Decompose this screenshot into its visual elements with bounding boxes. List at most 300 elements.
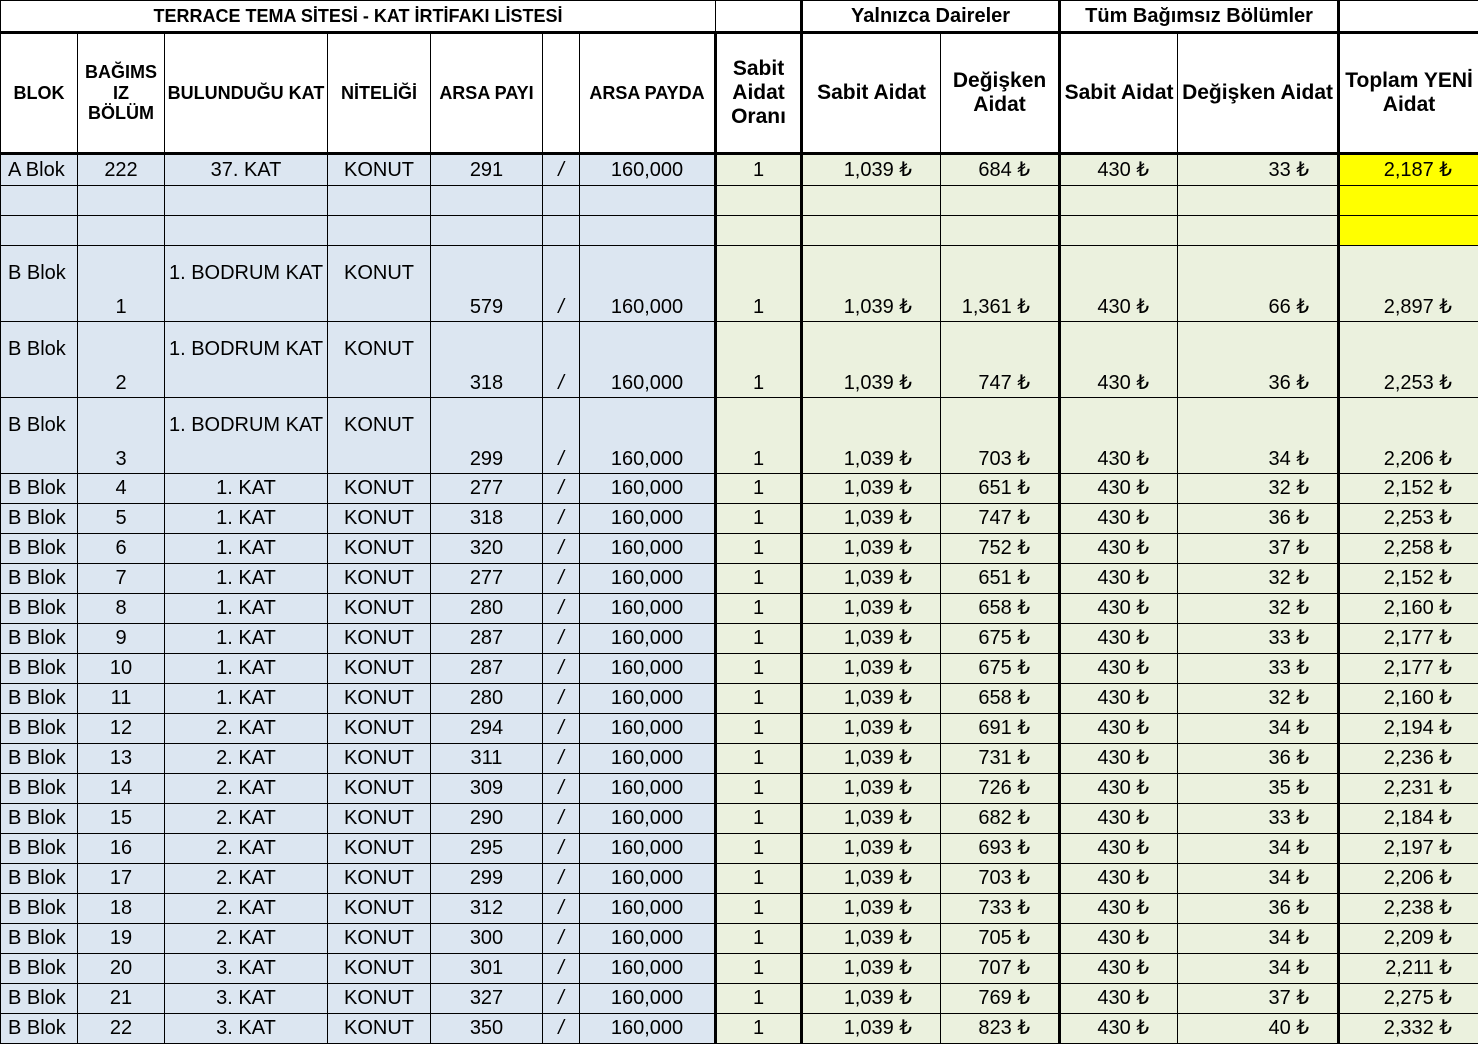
cell-blok: B Blok (1, 504, 78, 534)
cell-arsa-payi: 311 (431, 744, 543, 774)
header-daire-sabit-aidat: Sabit Aidat (802, 33, 941, 154)
cell-separator: / (543, 984, 580, 1014)
cell-nitelik: KONUT (328, 894, 431, 924)
cell-toplam-aidat: 2,275 ₺ (1339, 984, 1478, 1014)
table-row (1, 714, 1478, 744)
table-row (1, 864, 1478, 894)
cell-daire-sabit-aidat: 1,039 ₺ (802, 564, 941, 594)
cell-sabit-oran: 1 (716, 684, 802, 714)
cell-sabit-oran: 1 (716, 1014, 802, 1044)
cell-kat: 1. BODRUM KAT (165, 398, 328, 474)
cell-kat: 2. KAT (165, 864, 328, 894)
cell-arsa-payi (431, 216, 543, 246)
cell-blok: B Blok (1, 624, 78, 654)
cell-toplam-aidat: 2,160 ₺ (1339, 684, 1478, 714)
cell-bolum-no: 5 (78, 504, 165, 534)
table-row (1, 984, 1478, 1014)
cell-tum-degisken-aidat: 32 ₺ (1178, 474, 1339, 504)
cell-nitelik: KONUT (328, 774, 431, 804)
cell-daire-sabit-aidat (802, 186, 941, 216)
cell-arsa-payi: 327 (431, 984, 543, 1014)
cell-sabit-oran: 1 (716, 894, 802, 924)
cell-nitelik: KONUT (328, 322, 431, 398)
cell-arsa-payda: 160,000 (580, 864, 716, 894)
cell-daire-sabit-aidat: 1,039 ₺ (802, 984, 941, 1014)
cell-daire-degisken-aidat: 703 ₺ (941, 864, 1060, 894)
cell-separator: / (543, 714, 580, 744)
cell-arsa-payi: 299 (431, 864, 543, 894)
cell-arsa-payda: 160,000 (580, 322, 716, 398)
table-row (1, 954, 1478, 984)
cell-arsa-payi: 318 (431, 504, 543, 534)
cell-tum-sabit-aidat (1060, 186, 1178, 216)
cell-arsa-payda: 160,000 (580, 564, 716, 594)
cell-arsa-payi: 299 (431, 398, 543, 474)
cell-toplam-aidat: 2,332 ₺ (1339, 1014, 1478, 1044)
cell-sabit-oran: 1 (716, 154, 802, 186)
table-row (1, 534, 1478, 564)
cell-kat: 1. KAT (165, 624, 328, 654)
cell-blok: B Blok (1, 398, 78, 474)
cell-tum-degisken-aidat: 33 ₺ (1178, 804, 1339, 834)
cell-bolum-no: 15 (78, 804, 165, 834)
cell-tum-sabit-aidat: 430 ₺ (1060, 564, 1178, 594)
cell-blok (1, 216, 78, 246)
cell-sabit-oran: 1 (716, 504, 802, 534)
header-bulundugu-kat: BULUNDUĞU KAT (165, 33, 328, 154)
cell-blok: B Blok (1, 534, 78, 564)
cell-daire-sabit-aidat (802, 216, 941, 246)
cell-daire-sabit-aidat: 1,039 ₺ (802, 474, 941, 504)
cell-toplam-aidat: 2,236 ₺ (1339, 744, 1478, 774)
cell-arsa-payda: 160,000 (580, 714, 716, 744)
cell-arsa-payi: 290 (431, 804, 543, 834)
cell-toplam-aidat: 2,152 ₺ (1339, 474, 1478, 504)
cell-separator: / (543, 398, 580, 474)
cell-tum-degisken-aidat: 32 ₺ (1178, 564, 1339, 594)
cell-separator: / (543, 804, 580, 834)
cell-kat: 1. KAT (165, 594, 328, 624)
cell-toplam-aidat (1339, 186, 1478, 216)
cell-kat: 3. KAT (165, 984, 328, 1014)
cell-daire-sabit-aidat: 1,039 ₺ (802, 246, 941, 322)
cell-toplam-aidat: 2,238 ₺ (1339, 894, 1478, 924)
cell-daire-degisken-aidat: 733 ₺ (941, 894, 1060, 924)
cell-separator: / (543, 774, 580, 804)
cell-arsa-payda (580, 216, 716, 246)
cell-sabit-oran: 1 (716, 834, 802, 864)
cell-blok: B Blok (1, 894, 78, 924)
cell-bolum-no: 13 (78, 744, 165, 774)
cell-sabit-oran: 1 (716, 534, 802, 564)
cell-blok: B Blok (1, 474, 78, 504)
cell-tum-degisken-aidat: 34 ₺ (1178, 714, 1339, 744)
cell-daire-sabit-aidat: 1,039 ₺ (802, 714, 941, 744)
cell-nitelik: KONUT (328, 714, 431, 744)
group-header-daireler: Yalnızca Daireler (802, 1, 1060, 33)
header-blok: BLOK (1, 33, 78, 154)
cell-sabit-oran (716, 216, 802, 246)
table-row (1, 804, 1478, 834)
cell-arsa-payda: 160,000 (580, 474, 716, 504)
cell-toplam-aidat: 2,152 ₺ (1339, 564, 1478, 594)
table-row (1, 624, 1478, 654)
group-header-tum: Tüm Bağımsız Bölümler (1060, 1, 1339, 33)
cell-daire-degisken-aidat: 731 ₺ (941, 744, 1060, 774)
cell-daire-sabit-aidat: 1,039 ₺ (802, 504, 941, 534)
cell-daire-sabit-aidat: 1,039 ₺ (802, 924, 941, 954)
cell-kat: 2. KAT (165, 834, 328, 864)
cell-tum-sabit-aidat: 430 ₺ (1060, 924, 1178, 954)
cell-daire-sabit-aidat: 1,039 ₺ (802, 322, 941, 398)
cell-nitelik: KONUT (328, 924, 431, 954)
cell-tum-degisken-aidat: 34 ₺ (1178, 398, 1339, 474)
table-row (1, 774, 1478, 804)
cell-arsa-payi: 312 (431, 894, 543, 924)
cell-bolum-no: 17 (78, 864, 165, 894)
cell-blok (1, 186, 78, 216)
cell-tum-degisken-aidat: 66 ₺ (1178, 246, 1339, 322)
header-arsa-payi: ARSA PAYI (431, 33, 543, 154)
cell-arsa-payda: 160,000 (580, 744, 716, 774)
cell-separator: / (543, 534, 580, 564)
cell-arsa-payi: 318 (431, 322, 543, 398)
cell-separator: / (543, 894, 580, 924)
cell-separator: / (543, 924, 580, 954)
cell-sabit-oran: 1 (716, 594, 802, 624)
cell-nitelik: KONUT (328, 564, 431, 594)
table-row (1, 398, 1478, 474)
cell-tum-degisken-aidat: 32 ₺ (1178, 594, 1339, 624)
cell-daire-sabit-aidat: 1,039 ₺ (802, 398, 941, 474)
cell-daire-degisken-aidat: 747 ₺ (941, 322, 1060, 398)
cell-kat: 1. BODRUM KAT (165, 246, 328, 322)
cell-sabit-oran: 1 (716, 564, 802, 594)
cell-daire-sabit-aidat: 1,039 ₺ (802, 834, 941, 864)
cell-bolum-no: 2 (78, 322, 165, 398)
cell-bolum-no (78, 216, 165, 246)
sheet-title: TERRACE TEMA SİTESİ - KAT İRTİFAKI LİSTESİ (1, 1, 716, 33)
cell-nitelik: KONUT (328, 654, 431, 684)
header-tum-sabit-aidat: Sabit Aidat (1060, 33, 1178, 154)
cell-kat: 3. KAT (165, 954, 328, 984)
table-row (1, 894, 1478, 924)
cell-toplam-aidat: 2,177 ₺ (1339, 624, 1478, 654)
cell-kat: 1. BODRUM KAT (165, 322, 328, 398)
cell-bolum-no: 6 (78, 534, 165, 564)
cell-separator: / (543, 624, 580, 654)
cell-arsa-payi: 350 (431, 1014, 543, 1044)
cell-daire-degisken-aidat: 707 ₺ (941, 954, 1060, 984)
cell-separator: / (543, 474, 580, 504)
cell-arsa-payi: 291 (431, 154, 543, 186)
cell-toplam-aidat: 2,253 ₺ (1339, 504, 1478, 534)
cell-tum-degisken-aidat: 40 ₺ (1178, 1014, 1339, 1044)
cell-kat: 2. KAT (165, 804, 328, 834)
cell-arsa-payi: 294 (431, 714, 543, 744)
cell-arsa-payi: 295 (431, 834, 543, 864)
cell-blok: B Blok (1, 984, 78, 1014)
cell-bolum-no: 9 (78, 624, 165, 654)
cell-tum-sabit-aidat: 430 ₺ (1060, 398, 1178, 474)
cell-arsa-payi: 287 (431, 654, 543, 684)
cell-tum-degisken-aidat (1178, 216, 1339, 246)
cell-tum-sabit-aidat: 430 ₺ (1060, 954, 1178, 984)
cell-toplam-aidat: 2,231 ₺ (1339, 774, 1478, 804)
cell-toplam-aidat: 2,194 ₺ (1339, 714, 1478, 744)
cell-tum-sabit-aidat: 430 ₺ (1060, 322, 1178, 398)
cell-sabit-oran: 1 (716, 474, 802, 504)
cell-nitelik: KONUT (328, 684, 431, 714)
cell-daire-degisken-aidat (941, 216, 1060, 246)
cell-daire-degisken-aidat: 769 ₺ (941, 984, 1060, 1014)
cell-kat (165, 186, 328, 216)
cell-blok: B Blok (1, 804, 78, 834)
cell-daire-degisken-aidat: 691 ₺ (941, 714, 1060, 744)
cell-blok: B Blok (1, 864, 78, 894)
cell-nitelik (328, 216, 431, 246)
cell-kat: 2. KAT (165, 744, 328, 774)
cell-separator: / (543, 864, 580, 894)
cell-toplam-aidat: 2,897 ₺ (1339, 246, 1478, 322)
table-row (1, 186, 1478, 216)
cell-arsa-payda: 160,000 (580, 954, 716, 984)
table-row (1, 474, 1478, 504)
cell-arsa-payi: 300 (431, 924, 543, 954)
cell-nitelik: KONUT (328, 504, 431, 534)
cell-daire-sabit-aidat: 1,039 ₺ (802, 744, 941, 774)
cell-sabit-oran (716, 186, 802, 216)
cell-blok: B Blok (1, 322, 78, 398)
header-bagimsiz-bolum: BAĞIMS IZ BÖLÜM (78, 33, 165, 154)
cell-nitelik: KONUT (328, 864, 431, 894)
cell-bolum-no: 7 (78, 564, 165, 594)
table-row (1, 564, 1478, 594)
cell-tum-sabit-aidat: 430 ₺ (1060, 834, 1178, 864)
cell-blok: B Blok (1, 564, 78, 594)
cell-kat: 1. KAT (165, 654, 328, 684)
table-row (1, 744, 1478, 774)
cell-tum-degisken-aidat: 36 ₺ (1178, 322, 1339, 398)
table-row (1, 504, 1478, 534)
cell-blok: B Blok (1, 654, 78, 684)
cell-bolum-no: 3 (78, 398, 165, 474)
cell-kat: 1. KAT (165, 534, 328, 564)
cell-toplam-aidat: 2,253 ₺ (1339, 322, 1478, 398)
cell-tum-sabit-aidat: 430 ₺ (1060, 714, 1178, 744)
cell-bolum-no: 4 (78, 474, 165, 504)
table-row (1, 924, 1478, 954)
cell-tum-degisken-aidat: 36 ₺ (1178, 504, 1339, 534)
cell-arsa-payda: 160,000 (580, 624, 716, 654)
cell-tum-sabit-aidat: 430 ₺ (1060, 654, 1178, 684)
cell-kat: 2. KAT (165, 714, 328, 744)
cell-daire-sabit-aidat: 1,039 ₺ (802, 954, 941, 984)
cell-sabit-oran: 1 (716, 954, 802, 984)
cell-arsa-payda: 160,000 (580, 654, 716, 684)
table-row (1, 1014, 1478, 1044)
cell-daire-sabit-aidat: 1,039 ₺ (802, 154, 941, 186)
cell-nitelik: KONUT (328, 744, 431, 774)
cell-sabit-oran: 1 (716, 246, 802, 322)
cell-arsa-payi: 277 (431, 474, 543, 504)
cell-blok: B Blok (1, 924, 78, 954)
cell-daire-sabit-aidat: 1,039 ₺ (802, 894, 941, 924)
cell-toplam-aidat: 2,209 ₺ (1339, 924, 1478, 954)
cell-tum-degisken-aidat: 32 ₺ (1178, 684, 1339, 714)
cell-blok: B Blok (1, 774, 78, 804)
cell-tum-sabit-aidat: 430 ₺ (1060, 246, 1178, 322)
empty-title-cell (1339, 1, 1478, 33)
cell-tum-degisken-aidat (1178, 186, 1339, 216)
cell-bolum-no: 18 (78, 894, 165, 924)
cell-toplam-aidat: 2,206 ₺ (1339, 398, 1478, 474)
cell-arsa-payda: 160,000 (580, 246, 716, 322)
cell-tum-degisken-aidat: 37 ₺ (1178, 984, 1339, 1014)
cell-daire-degisken-aidat: 752 ₺ (941, 534, 1060, 564)
cell-daire-degisken-aidat: 682 ₺ (941, 804, 1060, 834)
cell-arsa-payda: 160,000 (580, 504, 716, 534)
table-row (1, 322, 1478, 398)
cell-nitelik: KONUT (328, 1014, 431, 1044)
cell-daire-sabit-aidat: 1,039 ₺ (802, 684, 941, 714)
cell-toplam-aidat: 2,197 ₺ (1339, 834, 1478, 864)
cell-bolum-no: 222 (78, 154, 165, 186)
cell-daire-degisken-aidat: 651 ₺ (941, 564, 1060, 594)
cell-separator: / (543, 1014, 580, 1044)
cell-arsa-payda: 160,000 (580, 984, 716, 1014)
cell-blok: B Blok (1, 246, 78, 322)
cell-bolum-no: 10 (78, 654, 165, 684)
cell-daire-degisken-aidat: 675 ₺ (941, 624, 1060, 654)
cell-tum-degisken-aidat: 33 ₺ (1178, 654, 1339, 684)
cell-tum-sabit-aidat: 430 ₺ (1060, 624, 1178, 654)
cell-daire-degisken-aidat: 726 ₺ (941, 774, 1060, 804)
cell-separator: / (543, 684, 580, 714)
cell-separator: / (543, 504, 580, 534)
cell-tum-sabit-aidat (1060, 216, 1178, 246)
cell-separator: / (543, 564, 580, 594)
cell-daire-sabit-aidat: 1,039 ₺ (802, 774, 941, 804)
cell-tum-sabit-aidat: 430 ₺ (1060, 744, 1178, 774)
cell-tum-degisken-aidat: 36 ₺ (1178, 894, 1339, 924)
header-daire-degisken-aidat: Değişken Aidat (941, 33, 1060, 154)
cell-arsa-payda: 160,000 (580, 804, 716, 834)
cell-toplam-aidat (1339, 216, 1478, 246)
header-sabit-aidat-orani: Sabit Aidat Oranı (716, 33, 802, 154)
cell-tum-sabit-aidat: 430 ₺ (1060, 504, 1178, 534)
cell-sabit-oran: 1 (716, 624, 802, 654)
cell-daire-sabit-aidat: 1,039 ₺ (802, 654, 941, 684)
cell-sabit-oran: 1 (716, 864, 802, 894)
header-tum-degisken-aidat: Değişken Aidat (1178, 33, 1339, 154)
cell-daire-sabit-aidat: 1,039 ₺ (802, 864, 941, 894)
cell-nitelik: KONUT (328, 624, 431, 654)
cell-nitelik: KONUT (328, 474, 431, 504)
cell-toplam-aidat: 2,187 ₺ (1339, 154, 1478, 186)
cell-sabit-oran: 1 (716, 398, 802, 474)
table-row (1, 654, 1478, 684)
cell-kat: 2. KAT (165, 924, 328, 954)
cell-kat: 1. KAT (165, 474, 328, 504)
cell-tum-sabit-aidat: 430 ₺ (1060, 894, 1178, 924)
cell-sabit-oran: 1 (716, 924, 802, 954)
cell-tum-sabit-aidat: 430 ₺ (1060, 774, 1178, 804)
cell-bolum-no: 8 (78, 594, 165, 624)
cell-tum-sabit-aidat: 430 ₺ (1060, 154, 1178, 186)
cell-nitelik: KONUT (328, 398, 431, 474)
cell-nitelik: KONUT (328, 804, 431, 834)
cell-daire-degisken-aidat: 1,361 ₺ (941, 246, 1060, 322)
cell-daire-degisken-aidat: 658 ₺ (941, 684, 1060, 714)
cell-tum-degisken-aidat: 34 ₺ (1178, 954, 1339, 984)
cell-tum-sabit-aidat: 430 ₺ (1060, 804, 1178, 834)
cell-tum-sabit-aidat: 430 ₺ (1060, 864, 1178, 894)
cell-arsa-payda: 160,000 (580, 1014, 716, 1044)
cell-tum-degisken-aidat: 36 ₺ (1178, 744, 1339, 774)
cell-bolum-no: 1 (78, 246, 165, 322)
cell-bolum-no: 14 (78, 774, 165, 804)
cell-nitelik: KONUT (328, 984, 431, 1014)
cell-arsa-payda: 160,000 (580, 834, 716, 864)
cell-arsa-payda: 160,000 (580, 534, 716, 564)
cell-daire-sabit-aidat: 1,039 ₺ (802, 594, 941, 624)
cell-kat: 1. KAT (165, 504, 328, 534)
cell-tum-degisken-aidat: 37 ₺ (1178, 534, 1339, 564)
table-row (1, 684, 1478, 714)
cell-tum-sabit-aidat: 430 ₺ (1060, 534, 1178, 564)
cell-nitelik: KONUT (328, 594, 431, 624)
cell-arsa-payda: 160,000 (580, 154, 716, 186)
cell-arsa-payi: 320 (431, 534, 543, 564)
empty-title-cell (716, 1, 802, 33)
cell-sabit-oran: 1 (716, 984, 802, 1014)
cell-tum-sabit-aidat: 430 ₺ (1060, 594, 1178, 624)
cell-tum-degisken-aidat: 34 ₺ (1178, 924, 1339, 954)
header-arsa-payda: ARSA PAYDA (580, 33, 716, 154)
cell-daire-degisken-aidat: 703 ₺ (941, 398, 1060, 474)
cell-daire-sabit-aidat: 1,039 ₺ (802, 624, 941, 654)
cell-daire-degisken-aidat: 675 ₺ (941, 654, 1060, 684)
cell-arsa-payi: 280 (431, 594, 543, 624)
table-row (1, 216, 1478, 246)
cell-toplam-aidat: 2,258 ₺ (1339, 534, 1478, 564)
cell-kat: 1. KAT (165, 564, 328, 594)
cell-bolum-no: 20 (78, 954, 165, 984)
cell-tum-degisken-aidat: 33 ₺ (1178, 624, 1339, 654)
cell-toplam-aidat: 2,184 ₺ (1339, 804, 1478, 834)
cell-arsa-payi: 579 (431, 246, 543, 322)
cell-arsa-payda: 160,000 (580, 684, 716, 714)
cell-sabit-oran: 1 (716, 322, 802, 398)
header-niteligi: NİTELİĞİ (328, 33, 431, 154)
cell-tum-sabit-aidat: 430 ₺ (1060, 1014, 1178, 1044)
cell-arsa-payda: 160,000 (580, 774, 716, 804)
cell-arsa-payi: 301 (431, 954, 543, 984)
cell-nitelik: KONUT (328, 534, 431, 564)
cell-daire-sabit-aidat: 1,039 ₺ (802, 804, 941, 834)
cell-bolum-no: 22 (78, 1014, 165, 1044)
cell-bolum-no: 12 (78, 714, 165, 744)
cell-daire-degisken-aidat: 684 ₺ (941, 154, 1060, 186)
cell-bolum-no: 19 (78, 924, 165, 954)
cell-toplam-aidat: 2,211 ₺ (1339, 954, 1478, 984)
cell-separator: / (543, 744, 580, 774)
cell-separator: / (543, 246, 580, 322)
cell-arsa-payda (580, 186, 716, 216)
cell-arsa-payi (431, 186, 543, 216)
table-row (1, 594, 1478, 624)
